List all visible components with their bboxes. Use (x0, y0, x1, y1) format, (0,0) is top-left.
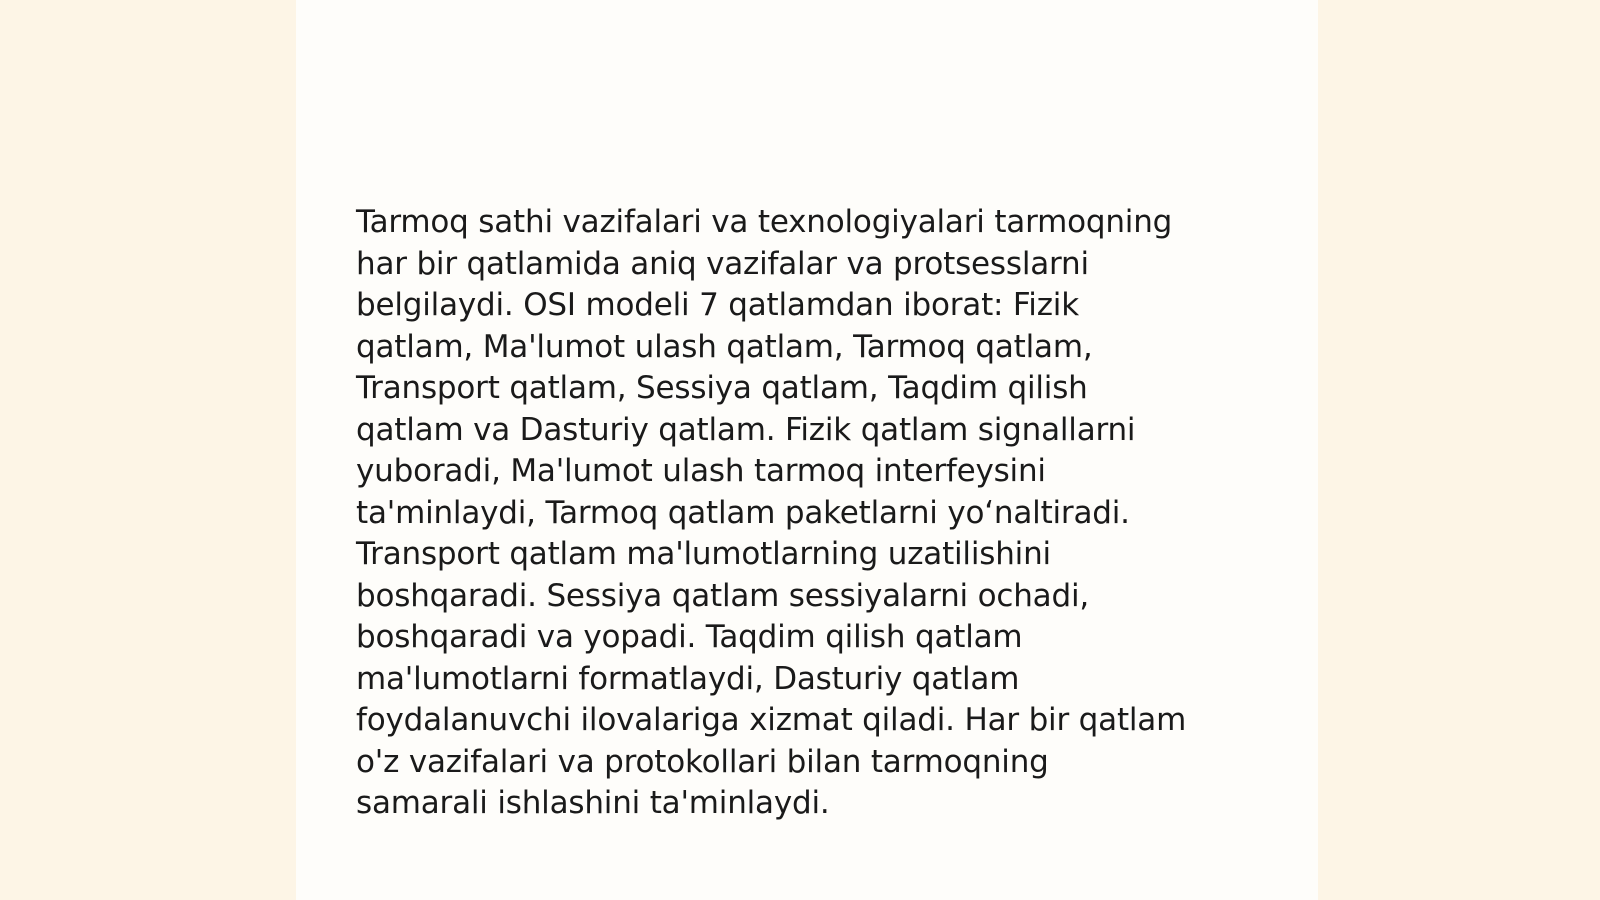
paragraph-line: boshqaradi. Sessiya qatlam sessiyalarni ochadi, (356, 577, 1090, 614)
paragraph-line: belgilaydi. OSI modeli 7 qatlamdan iborat: Fizik (356, 287, 1079, 323)
document-page (296, 0, 1318, 900)
paragraph-line: har bir qatlamida aniq vazifalar va protsesslarni (356, 245, 1089, 282)
paragraph-line: qatlam, Ma'lumot ulash qatlam, Tarmoq qatlam, (356, 328, 1093, 365)
right-margin (1318, 0, 1600, 900)
paragraph-line: Tarmoq sathi vazifalari va texnologiyalari tarmoqning (356, 204, 1173, 240)
paragraph-line: o'z vazifalari va protokollari bilan tarmoqning (356, 743, 1049, 780)
body-paragraph (356, 202, 1256, 825)
paragraph-line: foydalanuvchi ilovalariga xizmat qiladi. Har bir qatlam (356, 702, 1187, 738)
paragraph-line: Transport qatlam, Sessiya qatlam, Taqdim qilish (356, 370, 1088, 406)
paragraph-line: samarali ishlashini ta'minlaydi. (356, 785, 830, 821)
left-margin (0, 0, 296, 900)
paragraph-line: boshqaradi va yopadi. Taqdim qilish qatlam (356, 619, 1023, 655)
paragraph-line: ta'minlaydi, Tarmoq qatlam paketlarni yo‘naltiradi. (356, 494, 1130, 531)
paragraph-line: yuboradi, Ma'lumot ulash tarmoq interfeysini (356, 453, 1046, 489)
paragraph-line: qatlam va Dasturiy qatlam. Fizik qatlam signallarni (356, 411, 1136, 448)
paragraph-line: ma'lumotlarni formatlaydi, Dasturiy qatlam (356, 660, 1020, 697)
paragraph-line: Transport qatlam ma'lumotlarning uzatilishini (356, 536, 1051, 572)
